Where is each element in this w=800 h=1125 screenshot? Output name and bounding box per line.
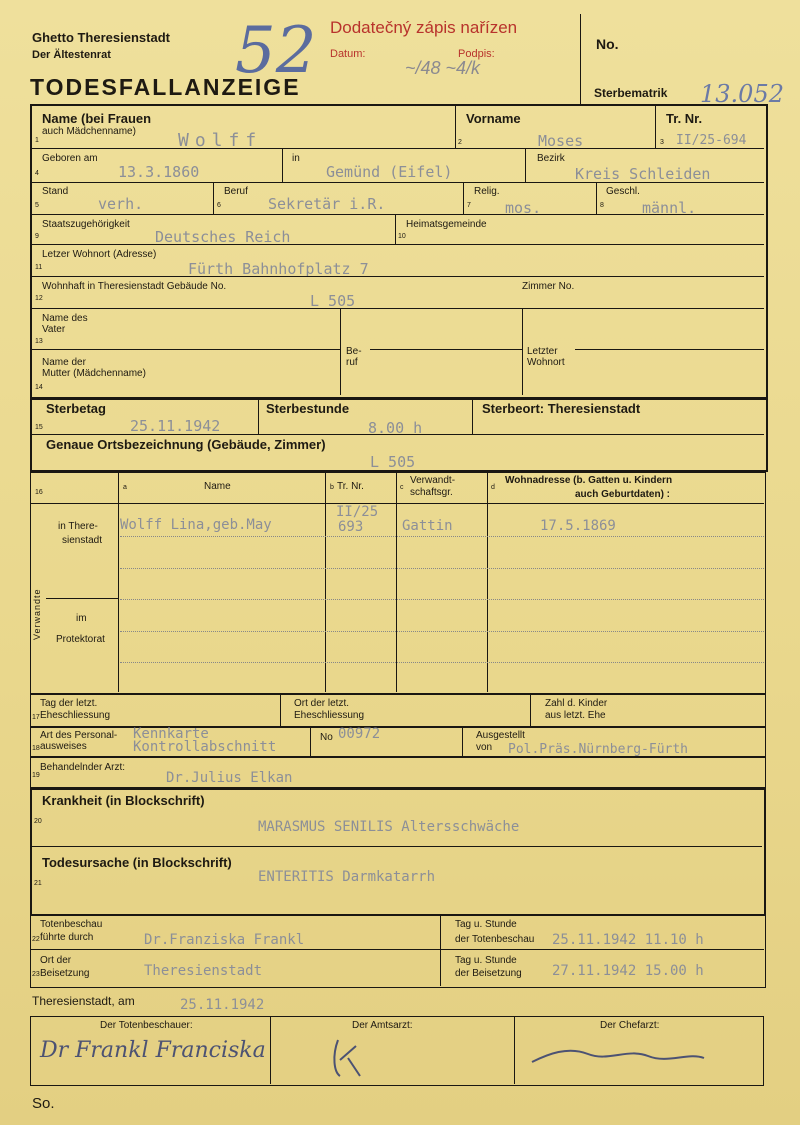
wohnort-label: Letzer Wohnort (Adresse) [42, 249, 157, 260]
sterbetag-label: Sterbetag [46, 401, 106, 416]
beschau-label: Totenbeschau [40, 919, 103, 930]
sig1-value: Dr Frankl Franciska [40, 1038, 266, 1063]
sterbematrik-label: Sterbematrik [594, 86, 668, 100]
genau-label: Genaue Ortsbezeichnung (Gebäude, Zimmer) [46, 437, 326, 452]
sig1-label: Der Totenbeschauer: [100, 1020, 193, 1031]
divider [282, 148, 283, 182]
divider [487, 472, 488, 692]
beruf2-label: Be- [346, 346, 362, 357]
row-line [32, 349, 340, 350]
field-number: 16 [35, 489, 43, 496]
protektorat-label: Protektorat [56, 634, 105, 645]
dotted-line [120, 599, 764, 600]
rel-verw-header-2: schaftsgr. [410, 487, 453, 498]
divider [514, 1016, 515, 1084]
in-there-label: in There- [58, 521, 98, 532]
stamp-datum: Datum: [330, 48, 366, 60]
ausgestellt-value: Pol.Präs.Nürnberg-Fürth [508, 742, 689, 757]
divider [280, 694, 281, 726]
rel-wohn-header-2: auch Geburtdaten) : [575, 489, 671, 500]
bezirk-value: Kreis Schleiden [575, 165, 711, 183]
in-label: in [292, 153, 300, 164]
beschau-value: Dr.Franziska Frankl [144, 932, 305, 948]
letzter-label: Letzter [527, 346, 558, 357]
sig3-signature [528, 1036, 708, 1076]
row-line [46, 598, 118, 599]
row-line [32, 148, 764, 149]
divider [462, 726, 463, 756]
sig3-label: Der Chefarzt: [600, 1020, 660, 1031]
sterbetag-value: 25.11.1942 [130, 417, 221, 435]
divider [525, 148, 526, 182]
genau-value: L 505 [370, 453, 416, 471]
no-label: No. [596, 36, 619, 52]
im-label: im [76, 613, 87, 624]
field-number: 22 [32, 936, 40, 943]
pencil-mark: ~/48 ~4/k [405, 58, 481, 78]
beschau-tag-label: Tag u. Stunde [455, 919, 517, 930]
kinder-label: Zahl d. Kinder [545, 698, 608, 709]
field-number: 9 [35, 233, 39, 240]
place-label: Theresienstadt, am [32, 994, 135, 1008]
sig2-label: Der Amtsarzt: [352, 1020, 413, 1031]
divider [455, 106, 456, 148]
row-line [370, 349, 522, 350]
arzt-label: Behandelnder Arzt: [40, 762, 126, 773]
row-line [32, 214, 764, 215]
row-line [32, 308, 764, 309]
rel1-trnr-2: 693 [338, 519, 364, 535]
verwandte-vertical: Verwandte [32, 588, 42, 640]
geschl-value: männl. [642, 199, 697, 217]
field-number: 15 [35, 424, 43, 431]
vorname-value: Moses [538, 132, 584, 150]
divider [325, 472, 326, 692]
ehe-ort-label-2: Eheschliessung [294, 710, 365, 721]
divider [213, 182, 214, 214]
rel-name-header: Name [204, 481, 231, 492]
wohnhaft-value: L 505 [310, 292, 356, 310]
letzter-label-2: Wohnort [527, 357, 565, 368]
geboren-value: 13.3.1860 [118, 163, 200, 181]
ausweis-label-2: ausweises [40, 741, 87, 752]
divider [270, 1016, 271, 1084]
place-date: 25.11.1942 [180, 997, 265, 1013]
ehe-tag-label-2: Eheschliessung [40, 710, 111, 721]
divider [118, 472, 119, 692]
mutter-label: Name der [42, 357, 86, 368]
rel-wohn-header: Wohnadresse (b. Gatten u. Kindern [505, 475, 673, 486]
ausweis-no-value: 00972 [338, 726, 381, 742]
field-number: 3 [660, 139, 664, 146]
row-line [32, 244, 764, 245]
beschau-tag-value: 25.11.1942 11.10 h [552, 932, 704, 948]
field-number: 18 [32, 745, 40, 752]
row-line [32, 434, 764, 435]
ghetto-heading: Ghetto Theresienstadt [32, 30, 170, 45]
field-number: 4 [35, 170, 39, 177]
sub-letter: c [400, 484, 404, 491]
divider [395, 214, 396, 244]
field-number: 6 [217, 202, 221, 209]
dotted-line [120, 631, 764, 632]
divider [530, 694, 531, 726]
marriage-frame [30, 694, 766, 728]
beisetzung-ort-label: Ort der [40, 955, 72, 966]
relig-value: mos. [505, 199, 542, 217]
field-number: 14 [35, 384, 43, 391]
ehe-ort-label: Ort der letzt. [294, 698, 350, 709]
beruf2-label-2: ruf [346, 357, 358, 368]
divider [396, 472, 397, 692]
row-line [32, 276, 764, 277]
zimmer-label: Zimmer No. [522, 281, 575, 292]
in-there-label-2: sienstadt [62, 535, 103, 546]
arzt-value: Dr.Julius Elkan [166, 770, 293, 786]
stamp-podpis: Podpis: [458, 48, 495, 60]
name-label-2: auch Mädchenname) [42, 126, 136, 137]
beschau-tag-label-2: der Totenbeschau [455, 934, 535, 945]
staat-label: Staatszugehörigkeit [42, 219, 130, 230]
mutter-label-2: Mutter (Mädchenname) [42, 368, 146, 379]
field-number: 17 [32, 714, 40, 721]
divider [522, 308, 523, 395]
dotted-line [120, 536, 764, 537]
trnr-value: II/25-694 [676, 133, 747, 148]
field-number: 12 [35, 295, 43, 302]
sterbestunde-label: Sterbestunde [266, 401, 350, 416]
beruf-value: Sekretär i.R. [268, 195, 386, 213]
relig-label: Relig. [474, 186, 500, 197]
divider [655, 106, 656, 148]
dotted-line [120, 568, 764, 569]
todesursache-label: Todesursache (in Blockschrift) [42, 855, 232, 870]
vorname-label: Vorname [466, 111, 521, 126]
field-number: 11 [35, 264, 43, 271]
ausweis-no-label: No [320, 732, 333, 743]
field-number: 7 [467, 202, 471, 209]
rel1-name: Wolff Lina,geb.May [120, 517, 272, 533]
beisetzung-tag-label: Tag u. Stunde [455, 955, 517, 966]
divider [310, 726, 311, 756]
row-line [30, 949, 764, 950]
ausweis-value-2: Kontrollabschnitt [133, 739, 277, 755]
trnr-label: Tr. Nr. [666, 111, 703, 126]
stand-value: verh. [98, 195, 144, 213]
sterbestunde-value: 8.00 h [368, 419, 423, 437]
field-number: 21 [34, 880, 42, 887]
council-heading: Der Ältestenrat [32, 49, 111, 61]
rel1-verw: Gattin [402, 518, 453, 534]
sub-letter: b [330, 484, 334, 491]
so-label: So. [32, 1095, 55, 1112]
row-line [32, 846, 762, 847]
ausgestellt-label-2: von [476, 742, 493, 753]
beisetzung-tag-label-2: der Beisetzung [455, 968, 522, 979]
rel-verw-header: Verwandt- [410, 475, 456, 486]
header-divider [580, 14, 581, 104]
sub-letter: d [491, 484, 495, 491]
kinder-label-2: aus letzt. Ehe [545, 710, 606, 721]
krankheit-value: MARASMUS SENILIS Altersschwäche [258, 819, 520, 835]
arzt-frame [30, 756, 766, 788]
rel-trnr-header: Tr. Nr. [337, 481, 364, 492]
bezirk-label: Bezirk [537, 153, 565, 164]
field-number: 5 [35, 202, 39, 209]
sub-letter: a [123, 484, 127, 491]
divider [463, 182, 464, 214]
dotted-line [120, 662, 764, 663]
field-number: 23 [32, 971, 40, 978]
heimat-label: Heimatsgemeinde [406, 219, 487, 230]
divider [340, 308, 341, 395]
stand-label: Stand [42, 186, 69, 197]
sterbematrik-value: 13.052 [700, 80, 784, 108]
rel1-trnr: II/25 [336, 504, 379, 520]
geboren-label: Geboren am [42, 153, 98, 164]
name-value: Wolff [178, 130, 263, 151]
beisetzung-tag-value: 27.11.1942 15.00 h [552, 963, 704, 979]
beschau-label-2: führte durch [40, 932, 94, 943]
stamp-title: Dodatečný zápis nařízen [330, 18, 518, 37]
ausgestellt-label: Ausgestellt [476, 730, 525, 741]
todesursache-value: ENTERITIS Darmkatarrh [258, 869, 436, 885]
sterbeort-label: Sterbeort: Theresienstadt [482, 401, 641, 416]
vater-label-2: Vater [42, 324, 66, 335]
geschl-label: Geschl. [606, 186, 640, 197]
rel1-wohn: 17.5.1869 [540, 518, 616, 534]
vater-label: Name des [42, 313, 88, 324]
field-number: 8 [600, 202, 604, 209]
beruf-label: Beruf [224, 186, 248, 197]
field-number: 10 [398, 233, 406, 240]
divider [440, 914, 441, 986]
ehe-tag-label: Tag der letzt. [40, 698, 98, 709]
field-number: 2 [458, 139, 462, 146]
row-line [32, 182, 764, 183]
divider [596, 182, 597, 214]
handwritten-number: 52 [235, 14, 317, 88]
staat-value: Deutsches Reich [155, 228, 291, 246]
field-number: 1 [35, 137, 39, 144]
row-line [575, 349, 764, 350]
wohnort-value: Fürth Bahnhofplatz 7 [188, 260, 369, 278]
form-title: TODESFALLANZEIGE [30, 74, 301, 100]
field-number: 19 [32, 772, 40, 779]
beisetzung-ort-label-2: Beisetzung [40, 968, 90, 979]
name-label: Name (bei Frauen [42, 111, 152, 126]
divider [472, 398, 473, 434]
wohnhaft-label: Wohnhaft in Theresienstadt Gebäude No. [42, 281, 227, 292]
relatives-frame [30, 472, 766, 694]
field-number: 20 [34, 818, 42, 825]
field-number: 13 [35, 338, 43, 345]
krankheit-label: Krankheit (in Blockschrift) [42, 793, 205, 808]
ort-value: Gemünd (Eifel) [326, 163, 453, 181]
divider [258, 398, 259, 434]
row-line [30, 503, 764, 504]
ausweis-value: Kennkarte [133, 726, 209, 742]
beisetzung-ort-value: Theresienstadt [144, 963, 263, 979]
ausweis-label: Art des Personal- [40, 730, 118, 741]
sig2-signature [330, 1036, 380, 1080]
